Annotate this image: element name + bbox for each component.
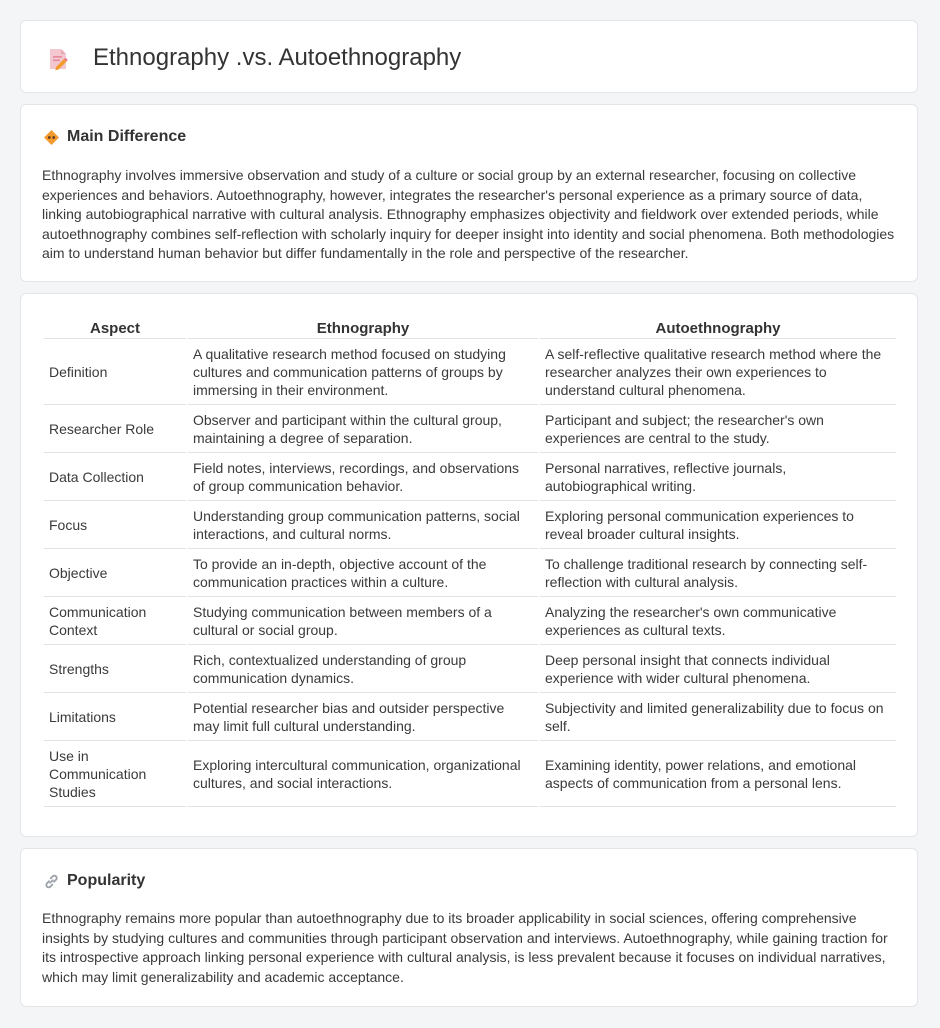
table-row [44,647,896,693]
comparison-table [42,316,898,809]
table-row [44,695,896,741]
comparison-table-card [20,293,918,837]
ethnography-cell: Observer and participant within the cultural group, maintaining a degree of separation. [188,407,538,453]
page-title: Ethnography .vs. Autoethnography [93,44,462,71]
table-header-row [44,318,896,339]
popularity-heading [43,871,145,891]
header-ethnography: Ethnography [188,318,538,339]
table-row [44,551,896,597]
ethnography-cell: Studying communication between members of a cultural or social group. [188,599,538,645]
popularity-title: Popularity [67,872,146,889]
main-difference-title: Main Difference [67,128,187,145]
autoethnography-cell: Analyzing the researcher's own communicative experiences as cultural texts. [540,599,896,645]
aspect-cell: Limitations [44,695,186,741]
aspect-cell: Strengths [44,647,186,693]
aspect-cell: Definition [44,341,186,405]
main-difference-card [20,104,918,282]
ethnography-cell: Field notes, interviews, recordings, and observations of group communication behavior. [188,455,538,501]
popularity-text: Ethnography remains more popular than autoethnography due to its broader applicability in social sciences, offering comprehensive insights by studying cultures and communities through participant observation and interviews. Autoethnography, while gaining traction for its introspective approach linking personal experience with cultural analysis, is less prevalent because it focuses on individual narratives, which may limit generalizability and academic acceptance. [42,910,888,985]
header-aspect: Aspect [44,318,186,339]
document-edit-icon [47,47,69,71]
ethnography-cell: A qualitative research method focused on studying cultures and communication patterns of groups by immersing in their environment. [188,341,538,405]
table-row [44,503,896,549]
aspect-cell: Use in Communication Studies [44,743,186,807]
aspect-cell: Objective [44,551,186,597]
table-row [44,341,896,405]
aspect-cell: Researcher Role [44,407,186,453]
ethnography-cell: To provide an in-depth, objective account of the communication practices within a culture. [188,551,538,597]
table-row [44,599,896,645]
header-autoethnography: Autoethnography [540,318,896,339]
header-card [20,20,918,93]
autoethnography-cell: Exploring personal communication experiences to reveal broader cultural insights. [540,503,896,549]
aspect-cell: Data Collection [44,455,186,501]
ethnography-cell: Understanding group communication patterns, social interactions, and cultural norms. [188,503,538,549]
link-icon [43,873,60,890]
table-row [44,455,896,501]
table-row [44,743,896,807]
main-difference-text: Ethnography involves immersive observation and study of a culture or social group by an external researcher, focusing on collective experiences and behaviors. Autoethnography, however, integrates the researcher's personal experience as a primary source of data, linking autobiographical narrative with cultural analysis. Ethnography emphasizes objectivity and fieldwork over extended periods, while autoethnography combines self-reflection with scholarly inquiry for deeper insight into identity and social phenomena. Both methodologies aim to understand human behavior but differ fundamentally in the role and perspective of the researcher. [42,167,895,262]
ethnography-cell: Exploring intercultural communication, organizational cultures, and social interactions. [188,743,538,807]
autoethnography-cell: To challenge traditional research by connecting self-reflection with cultural analysis. [540,551,896,597]
diamond-badge-icon [43,129,60,146]
ethnography-cell: Potential researcher bias and outsider perspective may limit full cultural understanding. [188,695,538,741]
aspect-cell: Focus [44,503,186,549]
autoethnography-cell: Examining identity, power relations, and emotional aspects of communication from a personal lens. [540,743,896,807]
ethnography-cell: Rich, contextualized understanding of group communication dynamics. [188,647,538,693]
table-row [44,407,896,453]
aspect-cell: Communication Context [44,599,186,645]
autoethnography-cell: Subjectivity and limited generalizability due to focus on self. [540,695,896,741]
autoethnography-cell: A self-reflective qualitative research method where the researcher analyzes their own experiences to understand cultural phenomena. [540,341,896,405]
autoethnography-cell: Deep personal insight that connects individual experience with wider cultural phenomena. [540,647,896,693]
autoethnography-cell: Participant and subject; the researcher's own experiences are central to the study. [540,407,896,453]
main-difference-heading [43,127,186,147]
popularity-card [20,848,918,1007]
autoethnography-cell: Personal narratives, reflective journals, autobiographical writing. [540,455,896,501]
